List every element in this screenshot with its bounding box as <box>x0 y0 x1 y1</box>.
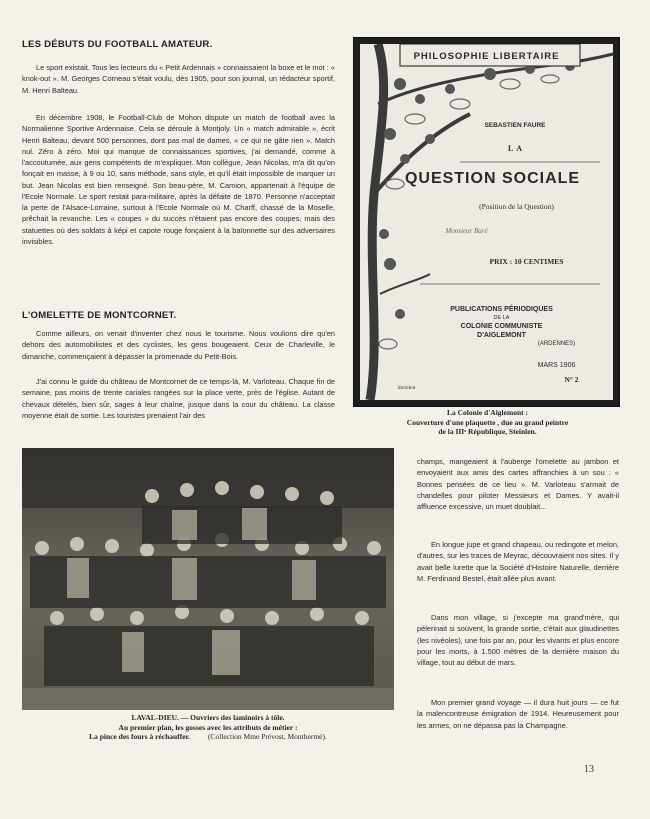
section-heading-omelette: L'OMELETTE DE MONTCORNET. <box>22 310 177 321</box>
poster-number: N° 2 <box>564 375 579 384</box>
poster-date: MARS 1906 <box>537 362 576 369</box>
page-number: 13 <box>584 764 594 775</box>
poster-cover <box>360 44 613 400</box>
poster-publication: PUBLICATIONS PÉRIODIQUES <box>450 306 553 313</box>
paragraph: Le sport existait. Tous les lecteurs du « Petit Ardennais » connaissaient la boxe et le mot : « knok-out ». M. Georges Corneau s'était voulu, dès 1905, pour son journal, un rédacteur sportif, M. Henri Balteau. <box>22 63 335 95</box>
photo-figures <box>22 448 394 710</box>
paragraph: champs, mangeaient à l'auberge l'omelette au jambon et envoyaient aux amis des cartes affranchies à un sou : « Bonnes pensées de ce lieu ». M. Varloteau s'armait de chandelles pour piloter Messieurs et Dames. Y avait-il affluence excessive, un muet doublait... <box>417 457 619 511</box>
photo-caption-line <box>22 732 394 742</box>
poster-caption-line: de la IIIᵉ République, Steinlen. <box>438 427 537 436</box>
poster-author: SEBASTIEN FAURE <box>484 122 546 129</box>
paragraph: J'ai connu le guide du château de Montcornet de ce temps-là, M. Varloteau. Chaque fin de semaine, pas moins de trente cariales rangées sur la place verte, près de l'église. Autant de chevaux dételés, bien sûr, sages à leur chaîne, jusque dans la cour du château. La classe moyenne était de sortie. Les touristes prenaient l'air des <box>22 377 335 420</box>
paragraph: Dans mon village, si j'excepte ma grand'mère, qui pèlerinait si souvent, la grande sortie, c'était aux glaudinettes (les nivéoles), une fois par an, pour les vivants et plus encore pour les morts, à 1.500 mètres de la dernière maison du village, tout au début de mars. <box>417 613 619 667</box>
poster-signature: Monsieur Baré <box>445 227 488 235</box>
paragraph: Comme ailleurs, on venait d'inventer chez nous le tourisme. Nous voulions dire qu'en dehors des automobilistes et des cyclistes, les gens bougeaient. Ceux de Charleville, le dimanche, commençaient à dépasser la promenade du Petit-Bois. <box>22 329 335 361</box>
poster-series: PHILOSOPHIE LIBERTAIRE <box>413 51 560 62</box>
poster-title-top: LA <box>507 144 526 153</box>
paragraph: Mon premier grand voyage — il dura huit jours — ce fut la malencontreuse émigration de 1914. Heureusement pour les armes, on ne dépassa pas la Champagne. <box>417 698 619 730</box>
workers-group-photo <box>22 448 394 710</box>
poster-title: QUESTION SOCIALE <box>404 170 581 187</box>
photo-caption-line3: La pince des fours à réchauffer. <box>89 732 191 741</box>
poster-subtitle: (Position de la Question) <box>479 202 554 211</box>
photo-caption <box>22 713 394 742</box>
poster-price: PRIX : 10 CENTIMES <box>489 257 564 266</box>
poster-caption-title: La Colonie d'Aiglemont : <box>446 408 529 417</box>
section-heading-football: LES DÉBUTS DU FOOTBALL AMATEUR. <box>22 39 213 50</box>
poster-colonie: COLONIE COMMUNISTE <box>460 323 543 330</box>
photo-caption-credit: (Collection Mme Prévost, Monthermé). <box>207 732 327 741</box>
poster-ardennes: (ARDENNES) <box>537 341 576 347</box>
poster-aiglemont: D'AIGLEMONT <box>477 332 526 339</box>
poster-illustration <box>353 37 620 407</box>
poster-artist-signature: Steinlen <box>397 385 416 391</box>
paragraph: En longue jupe et grand chapeau, ou redingote et melon, d'autres, sur les traces de Meyrac, découvraient nos sites. Il y avait belle lurette que la Société d'Histoire Naturelle, derrière M. Ferdinand Bestel, était allée plus avant. <box>417 540 619 583</box>
poster-publication-de: DE LA <box>493 315 510 321</box>
paragraph: En décembre 1908, le Football-Club de Mohon dispute un match de football avec la Normalienne Sportive Ardennaise. Cela se déroule à Montjoly. Un « match admirable », écrit Henri Balteau, devant 500 personnes, dont pas mal de dames, « ce qui ne gâte rien ». Match nul. Zéro à zéro. Moi qui manque de connaissances sportives, j'ai demandé, comme à l'accoutumée, aux gens compétents de m'expliquer. Mon collègue, Jean Nicolas, m'a dit qu'on fonçait en masse, à 9 ou 10, sans méthode, sans style, et qu'il était impossible de marquer un but. Jean Nicolas est bien renseigné. Son beau-père, M. Camion, appartenait à l'équipe de l'Ecole Normale. Le sport restait para-militaire, après la défaite de 1870. Personne n'acceptait la perte de l'Alsace-Lorraine, surtout à l'Ecole Normale où M. Charff, chassé de la Moselle, prêchait la revanche. Les « coupes » du succès n'étaient pas encore des coupes, mais des statuettes où des soldats à képi et capote rouge fonçaient à la baïonnette sur des adversaires invisibles. <box>22 113 335 246</box>
photo-caption-title: LAVAL-DIEU. — Ouvriers des laminoirs à tôle. <box>131 713 285 722</box>
poster-caption <box>355 408 620 437</box>
photo-caption-line: Au premier plan, les gosses avec les attributs de métier : <box>118 722 298 732</box>
poster-caption-line: Couverture d'une plaquette , due au grand peintre <box>406 417 569 427</box>
